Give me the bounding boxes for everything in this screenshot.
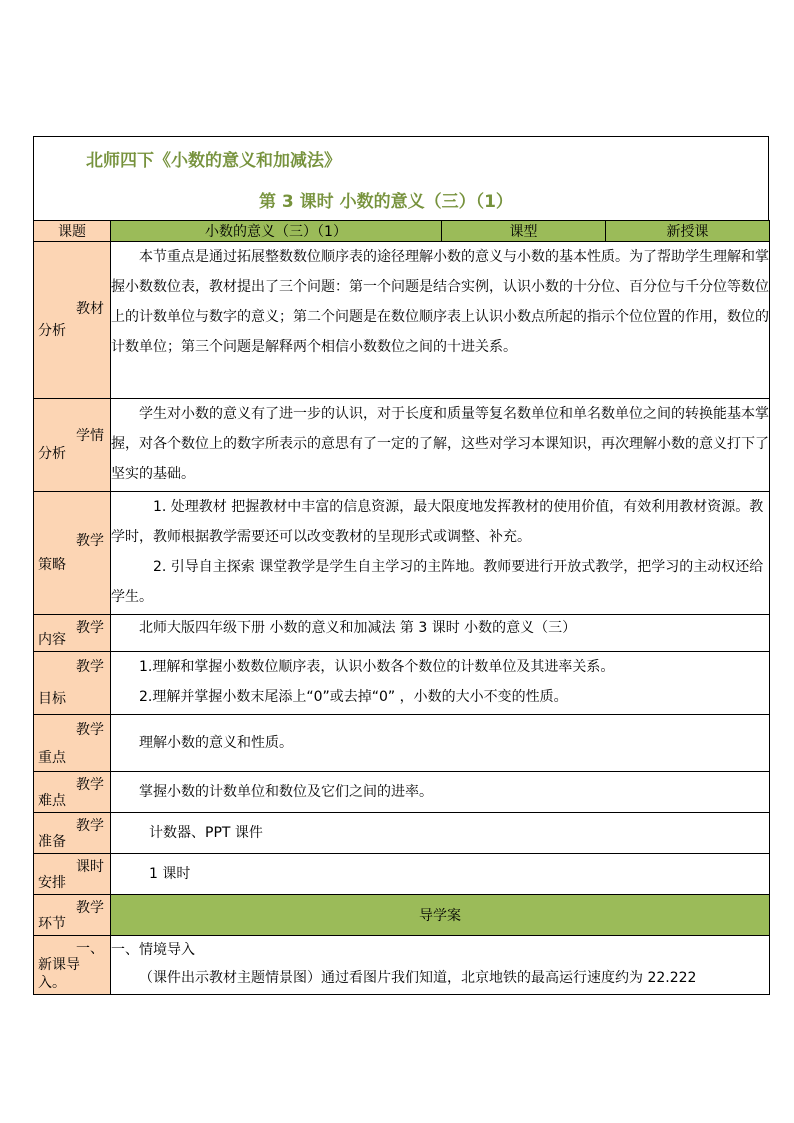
teaching-goals-label: 教学 目标: [34, 652, 111, 715]
row-class-hours: [34, 854, 770, 895]
type-label: 课型: [442, 221, 606, 242]
row-teaching-content: [34, 615, 770, 652]
lesson-plan-sheet: [33, 136, 769, 995]
teaching-content-text: 北师大版四年级下册 小数的意义和加减法 第 3 课时 小数的意义（三）: [111, 615, 770, 652]
teaching-strategy-label: 教学 策略: [34, 492, 111, 615]
textbook-analysis-text: 本节重点是通过拓展整数数位顺序表的途径理解小数的意义与小数的基本性质。为了帮助学生理解和掌握小数数位表，教材提出了三个问题：第一个问题是结合实例，认识小数的十分位、百分位与千分位等数位上的计数单位与数字的意义；第二个问题是在数位顺序表上认识小数点所起的指示个位位置的作用，数位的计数单位；第三个问题是解释两个相信小数数位之间的十进关系。: [111, 242, 770, 399]
teaching-goals-text: [111, 652, 770, 715]
difficulties-text: 掌握小数的计数单位和数位及它们之间的进率。: [111, 772, 770, 813]
class-hours-label: 课时 安排: [34, 854, 111, 895]
new-lesson-intro-label: 一、 新课导 入。: [34, 936, 111, 995]
student-analysis-label: 学情 分析: [34, 399, 111, 492]
type-value: 新授课: [606, 221, 770, 242]
row-teaching-goals: [34, 652, 770, 715]
intro-heading: 一、情境导入: [111, 942, 195, 958]
teaching-content-label: 教学 内容: [34, 615, 111, 652]
row-key-points: [34, 715, 770, 772]
lesson-subtitle: 第 3 课时 小数的意义（三）（1）: [259, 192, 513, 212]
strategy-item-2: 2. 引导自主探索 课堂教学是学生自主学习的主阵地。教师要进行开放式教学，把学习的主动权还给学生。: [111, 559, 764, 605]
topic-value: 小数的意义（三）（1）: [111, 221, 442, 242]
difficulties-label: 教学 难点: [34, 772, 111, 813]
goal-item-2: 2.理解并掌握小数末尾添上“0”或去掉“0” ，小数的大小不变的性质。: [139, 689, 568, 705]
teaching-strategy-text: [111, 492, 770, 615]
info-row: [34, 221, 770, 242]
row-preparation: [34, 813, 770, 854]
intro-paragraph: （课件出示教材主题情景图）通过看图片我们知道，北京地铁的最高运行速度约为 22.222: [139, 970, 697, 986]
row-teaching-process: [34, 895, 770, 936]
new-lesson-intro-text: [111, 936, 770, 995]
student-analysis-text: 学生对小数的意义有了进一步的认识，对于长度和质量等复名数单位和单名数单位之间的转换能基本掌握，对各个数位上的数字所表示的意思有了一定的了解，这些对学习本课知识，再次理解小数的意义打下了坚实的基础。: [111, 399, 770, 492]
key-points-text: 理解小数的意义和性质。: [111, 715, 770, 772]
preparation-text: 计数器、PPT 课件: [111, 813, 770, 854]
row-student-analysis: [34, 399, 770, 492]
topic-label: 课题: [34, 221, 111, 242]
strategy-item-1: 1. 处理教材 把握教材中丰富的信息资源，最大限度地发挥教材的使用价值，有效利用教材资源。教学时，教师根据教学需要还可以改变教材的呈现形式或调整、补充。: [111, 499, 764, 545]
preparation-label: 教学 准备: [34, 813, 111, 854]
row-teaching-strategy: [34, 492, 770, 615]
lesson-table: [33, 220, 770, 995]
class-hours-text: 1 课时: [111, 854, 770, 895]
document-title: 北师四下《小数的意义和加减法》: [86, 151, 341, 171]
document-header: [33, 136, 769, 220]
goal-item-1: 1.理解和掌握小数数位顺序表，认识小数各个数位的计数单位及其进率关系。: [139, 659, 615, 675]
row-new-lesson-intro: [34, 936, 770, 995]
key-points-label: 教学 重点: [34, 715, 111, 772]
row-difficulties: [34, 772, 770, 813]
textbook-analysis-label: 教材 分析: [34, 242, 111, 399]
teaching-process-text: 导学案: [111, 895, 770, 936]
teaching-process-label: 教学 环节: [34, 895, 111, 936]
row-textbook-analysis: [34, 242, 770, 399]
